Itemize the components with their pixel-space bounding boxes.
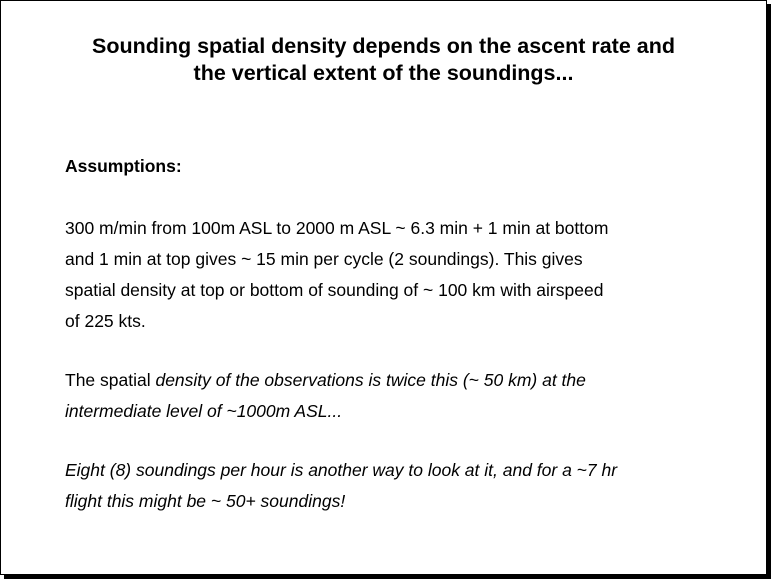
text-line: 300 m/min from 100m ASL to 2000 m ASL ~ 6.3 min + 1 min at bottom xyxy=(65,218,609,238)
assumptions-heading: Assumptions: xyxy=(65,156,182,176)
text-line: and 1 min at top gives ~ 15 min per cycle (2 soundings). This gives xyxy=(65,249,583,269)
text-line: flight this might be ~ 50+ soundings! xyxy=(65,491,346,511)
paragraph-spatial-density xyxy=(65,365,755,427)
text-line: of 225 kts. xyxy=(65,311,146,331)
paragraph-soundings-per-hour xyxy=(65,455,755,517)
text-line: spatial density at top or bottom of sounding of ~ 100 km with airspeed xyxy=(65,280,604,300)
slide-title xyxy=(11,33,756,87)
text-line: Eight (8) soundings per hour is another way to look at it, and for a ~7 hr xyxy=(65,460,618,480)
slide-body xyxy=(65,151,755,517)
text-line xyxy=(65,365,755,396)
paragraph-ascent-rate xyxy=(65,213,755,337)
title-line-1: Sounding spatial density depends on the ascent rate and xyxy=(92,34,675,58)
normal-text: The spatial xyxy=(65,370,156,390)
text-line: intermediate level of ~1000m ASL... xyxy=(65,401,343,421)
italic-text: density of the observations is twice this (~ 50 km) at the xyxy=(155,370,586,390)
title-line-2: the vertical extent of the soundings... xyxy=(193,61,574,85)
